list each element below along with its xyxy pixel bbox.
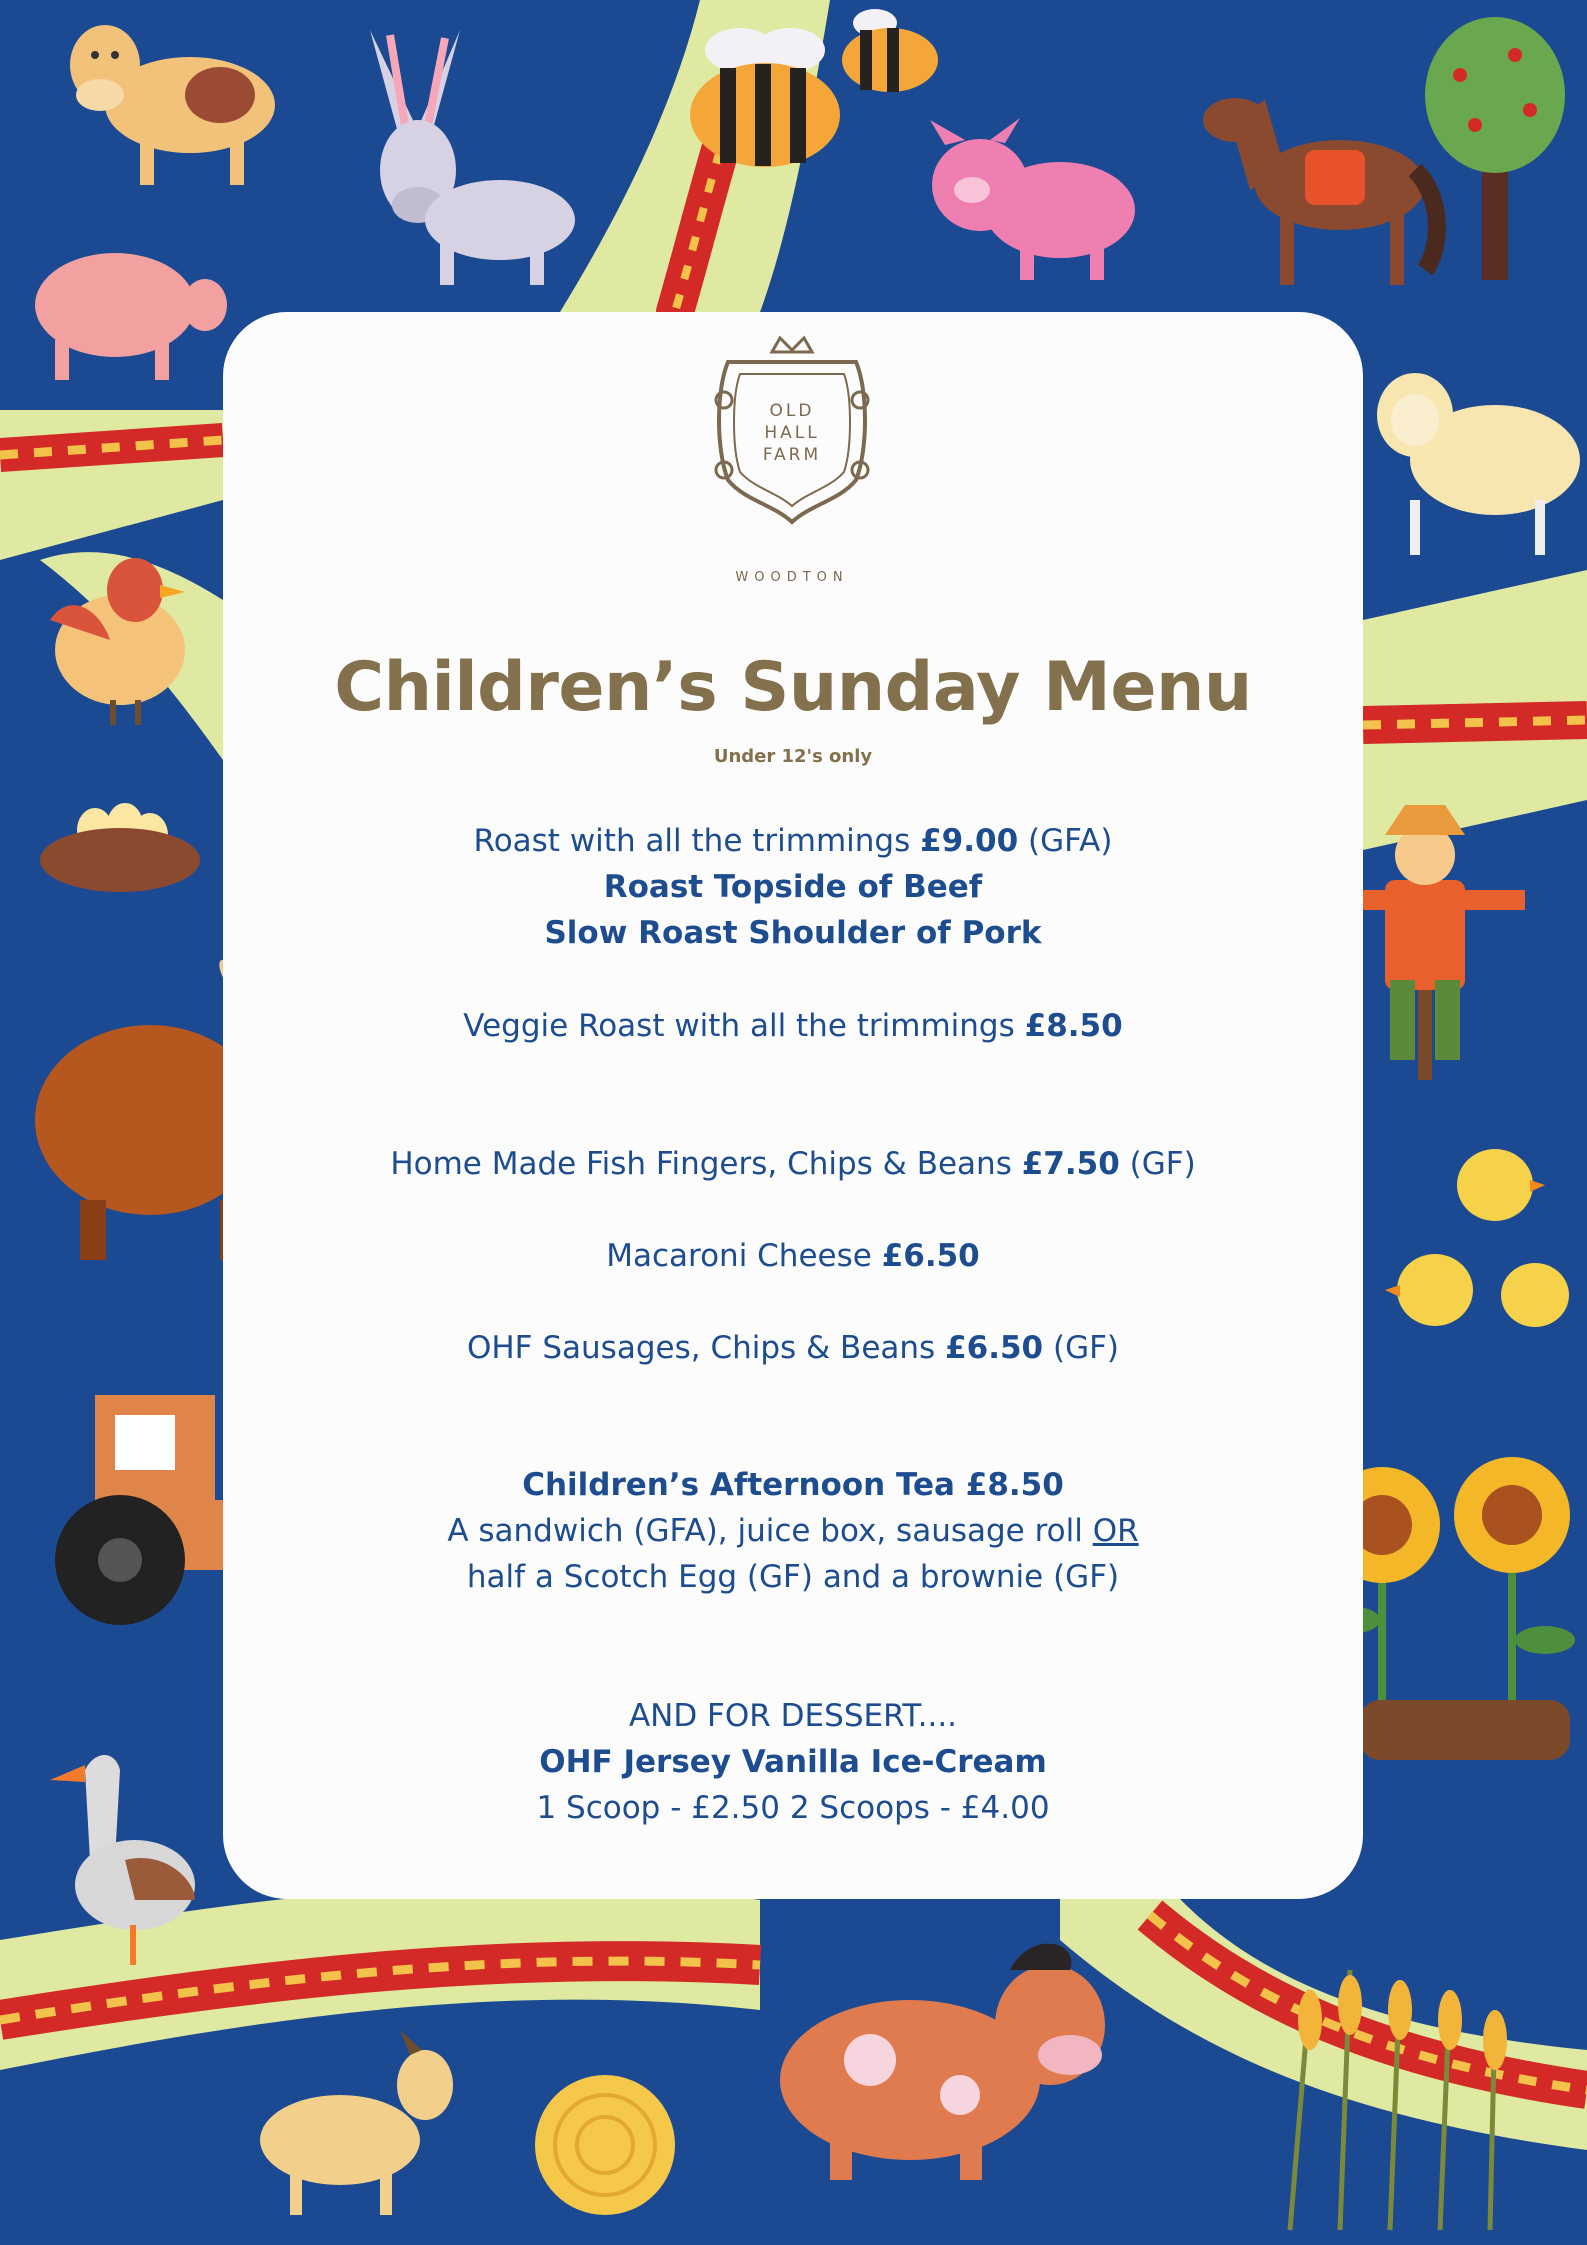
hay-bale-icon	[530, 2070, 680, 2220]
page-subtitle: Under 12's only	[713, 746, 873, 767]
sausages-text: OHF Sausages, Chips & Beans	[466, 1330, 936, 1366]
fish-price: £7.50	[1021, 1146, 1120, 1182]
pig-icon	[910, 115, 1140, 285]
afternoon-tea-section	[223, 1462, 1363, 1600]
chick-icon	[1490, 1245, 1580, 1345]
horse-icon	[1190, 80, 1450, 290]
macaroni-price: £6.50	[881, 1238, 980, 1274]
veggie-text: Veggie Roast with all the trimmings	[463, 1008, 1015, 1044]
macaroni-text: Macaroni Cheese	[606, 1238, 872, 1274]
chick-icon	[1385, 1235, 1485, 1345]
veggie-price: £8.50	[1024, 1008, 1123, 1044]
roast-text: Roast with all the trimmings	[473, 823, 911, 859]
roast-option-beef: Roast Topside of Beef	[603, 869, 983, 905]
logo-line-3: FARM	[762, 445, 822, 465]
veggie-line	[223, 1003, 1363, 1049]
page-title: Children’s Sunday Menu	[334, 648, 1252, 727]
afternoon-tea-or: OR	[1092, 1513, 1139, 1549]
goose-icon	[45, 1740, 195, 1970]
goat-icon	[250, 2030, 460, 2220]
afternoon-tea-line-1: A sandwich (GFA), juice box, sausage roll	[447, 1513, 1083, 1549]
dessert-section	[223, 1693, 1363, 1831]
roast-option-pork: Slow Roast Shoulder of Pork	[544, 915, 1042, 951]
hen-icon	[40, 540, 200, 730]
macaroni-line	[223, 1233, 1363, 1279]
fish-line	[223, 1141, 1363, 1187]
dessert-heading: AND FOR DESSERT....	[628, 1698, 958, 1734]
sausages-price: £6.50	[945, 1330, 1044, 1366]
apple-tree-icon	[1420, 15, 1570, 285]
cow-icon	[50, 10, 290, 200]
dessert-item: OHF Jersey Vanilla Ice-Cream	[539, 1744, 1047, 1780]
chick-icon	[1445, 1130, 1545, 1240]
roast-section	[223, 818, 1363, 956]
donkey-icon	[330, 20, 580, 290]
afternoon-tea-title: Children’s Afternoon Tea £8.50	[522, 1467, 1064, 1503]
wheat-icon	[1250, 1950, 1520, 2240]
pig-icon	[15, 230, 235, 390]
sausages-tag: (GF)	[1052, 1330, 1120, 1366]
logo-location: WOODTON	[735, 570, 849, 585]
logo-line-2: HALL	[764, 423, 820, 443]
bee-icon	[680, 20, 850, 170]
cow-icon	[760, 1930, 1110, 2190]
roast-price: £9.00	[920, 823, 1019, 859]
bee-icon	[835, 5, 945, 95]
fish-text: Home Made Fish Fingers, Chips & Beans	[390, 1146, 1012, 1182]
egg-nest-icon	[35, 790, 205, 900]
roast-tag: (GFA)	[1028, 823, 1113, 859]
sheep-icon	[1365, 360, 1585, 560]
fish-tag: (GF)	[1129, 1146, 1196, 1182]
old-hall-farm-logo	[700, 330, 884, 590]
roast-line	[223, 818, 1363, 864]
afternoon-tea-line-2: half a Scotch Egg (GF) and a brownie (GF)	[466, 1559, 1120, 1595]
sausages-line	[223, 1325, 1363, 1371]
logo-line-1: OLD	[769, 401, 815, 421]
dessert-prices: 1 Scoop - £2.50 2 Scoops - £4.00	[536, 1790, 1050, 1826]
